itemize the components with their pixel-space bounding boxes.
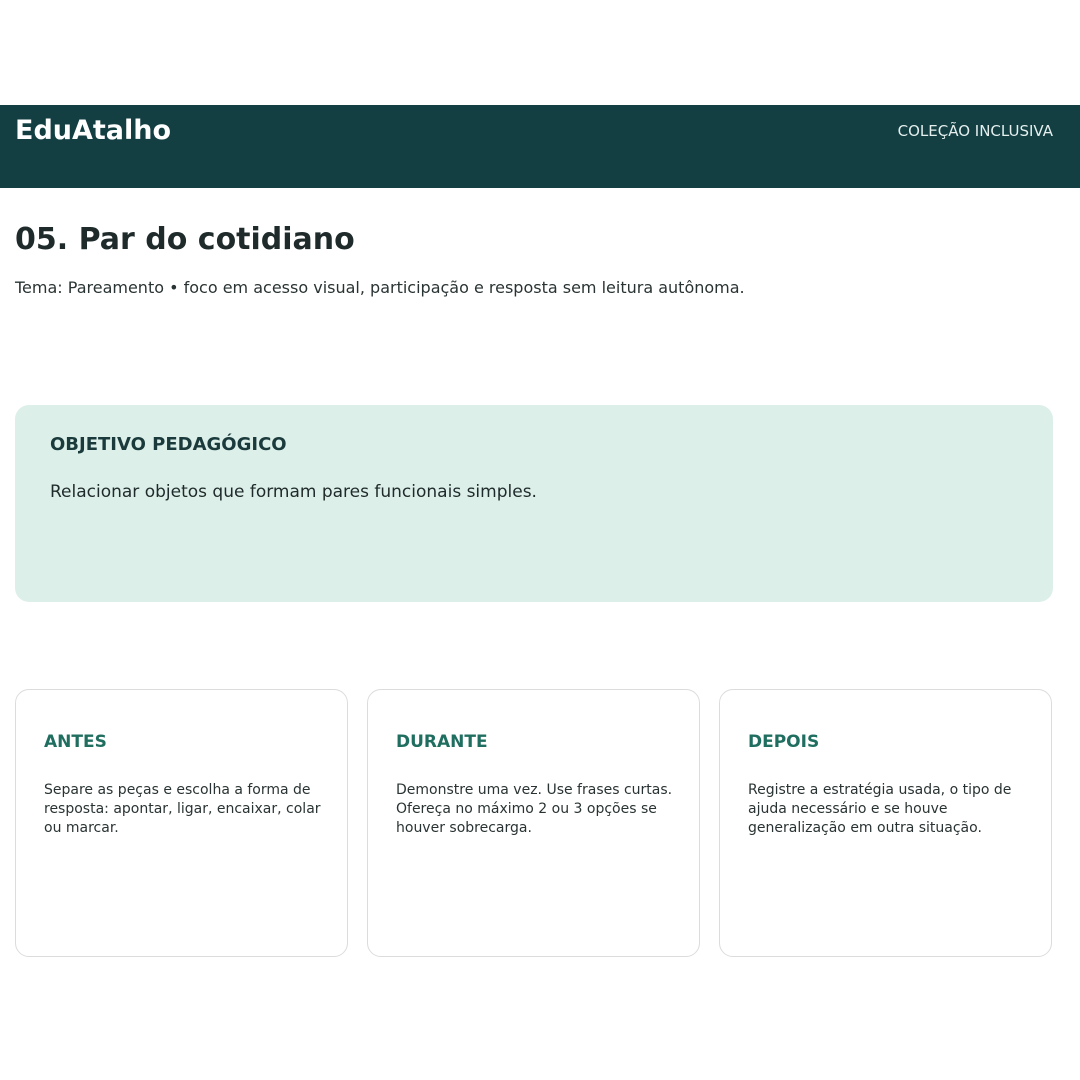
card-depois (719, 689, 1052, 957)
brand-logo-text[interactable]: EduAtalho (15, 115, 172, 146)
card-text: Demonstre uma vez. Use frases curtas. Ofereça no máximo 2 ou 3 opções se houver sobrecarga. (396, 782, 673, 836)
card-text: Registre a estratégia usada, o tipo de ajuda necessário e se houve generalização em outra situação. (748, 782, 1012, 836)
card-heading: ANTES (44, 732, 107, 752)
top-header (0, 105, 1080, 188)
objective-heading: OBJETIVO PEDAGÓGICO (50, 434, 287, 455)
page-subtitle: Tema: Pareamento • foco em acesso visual, participação e resposta sem leitura autônoma. (15, 278, 745, 297)
page-title: 05. Par do cotidiano (15, 222, 355, 257)
card-heading: DURANTE (396, 732, 488, 752)
card-durante (367, 689, 700, 957)
card-text: Separe as peças e escolha a forma de resposta: apontar, ligar, encaixar, colar ou marcar. (44, 782, 321, 836)
card-heading: DEPOIS (748, 732, 820, 752)
objective-panel (15, 405, 1053, 602)
collection-label: COLEÇÃO INCLUSIVA (897, 122, 1053, 140)
card-antes (15, 689, 348, 957)
objective-text: Relacionar objetos que formam pares funcionais simples. (50, 482, 537, 502)
